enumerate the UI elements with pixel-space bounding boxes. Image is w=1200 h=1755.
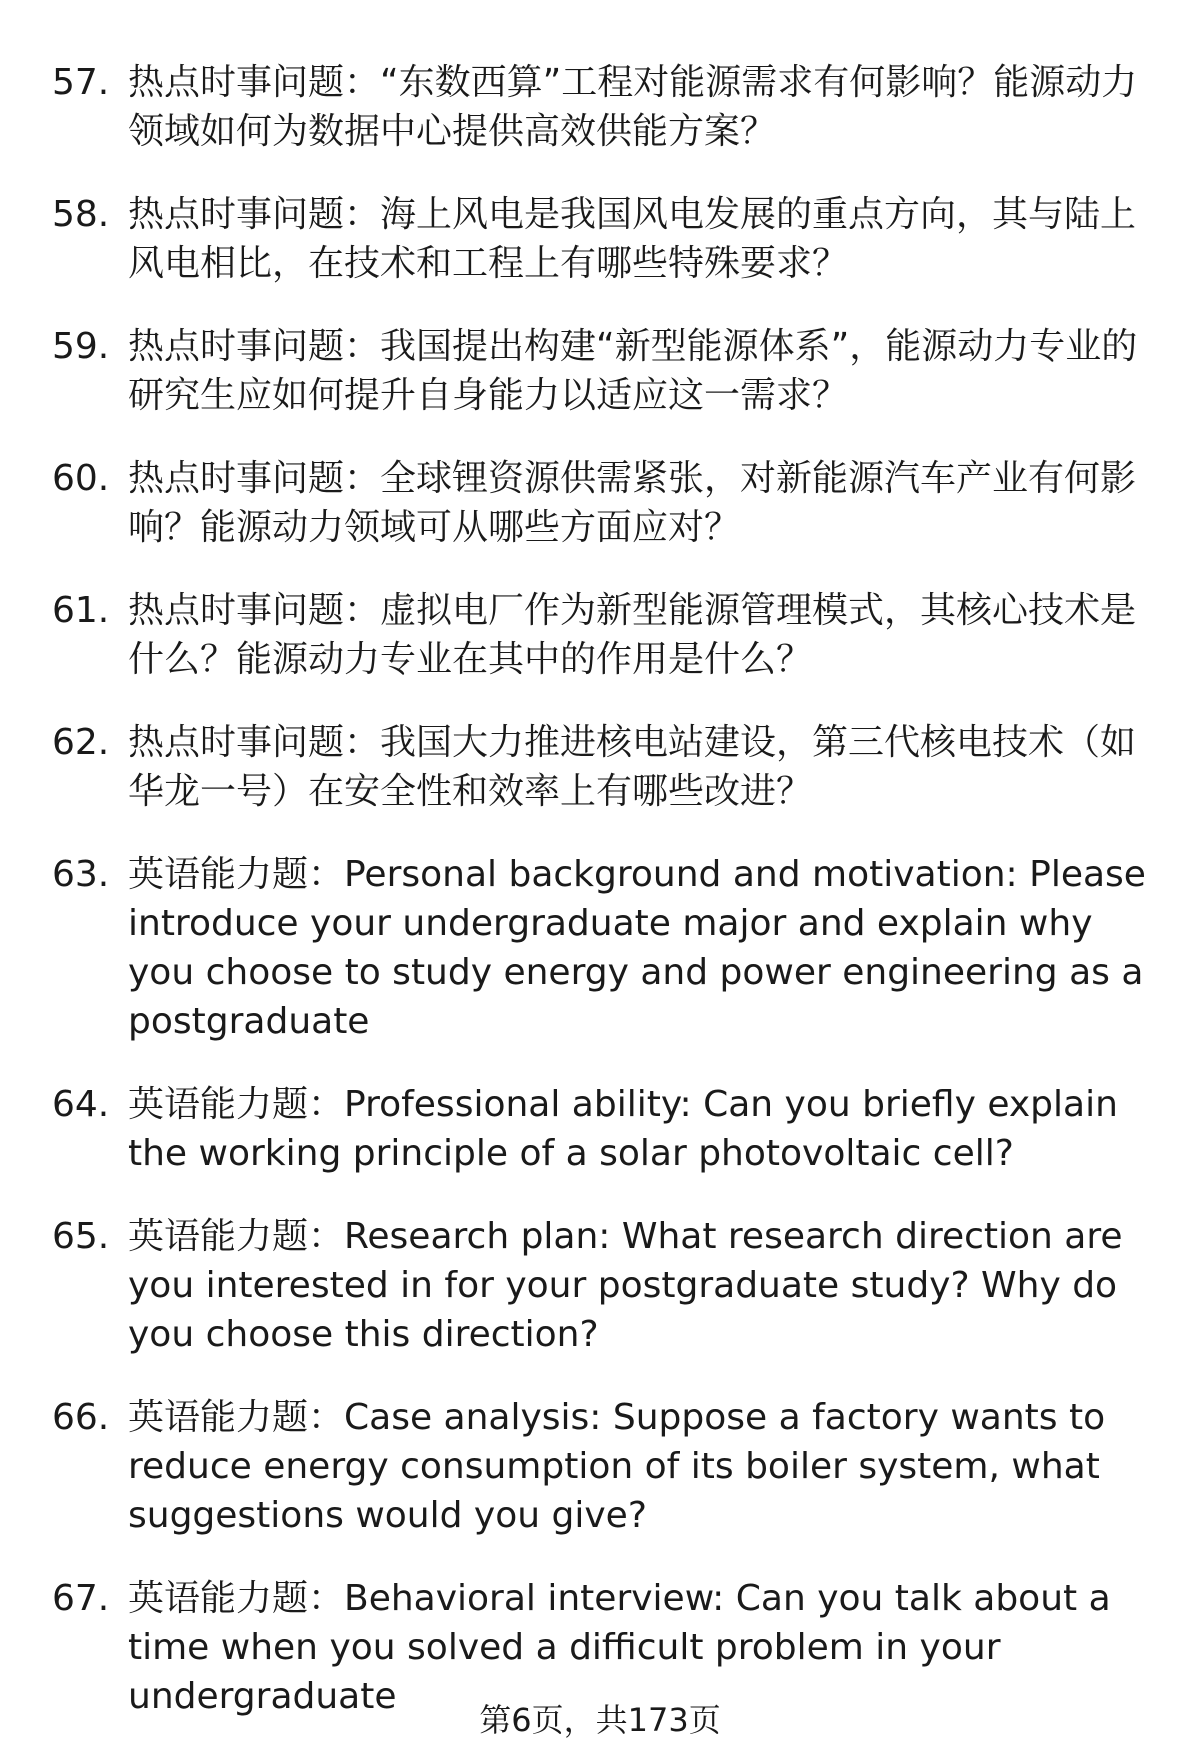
question-number: 66. — [52, 1397, 110, 1438]
question-item-65 — [52, 1212, 1152, 1359]
question-text: 英语能力题：Professional ability: Can you briefly explain the working principle of a solar photovoltaic cell? — [128, 1084, 1118, 1174]
question-item-60 — [52, 454, 1152, 552]
question-item-66 — [52, 1393, 1152, 1540]
question-number: 60. — [52, 458, 110, 499]
question-text: 英语能力题：Research plan: What research direction are you interested in for your postgraduate study? Why do you choose this direction? — [128, 1216, 1123, 1355]
question-number: 57. — [52, 62, 110, 103]
question-text: 热点时事问题：我国提出构建“新型能源体系”，能源动力专业的研究生应如何提升自身能力以适应这一需求？ — [128, 326, 1138, 416]
question-text: 热点时事问题：我国大力推进核电站建设，第三代核电技术（如华龙一号）在安全性和效率上有哪些改进？ — [128, 722, 1137, 812]
question-text: 热点时事问题：虚拟电厂作为新型能源管理模式，其核心技术是什么？能源动力专业在其中的作用是什么？ — [128, 590, 1137, 680]
page-number-footer: 第6页，共173页 — [479, 1701, 721, 1739]
question-text: 热点时事问题：“东数西算”工程对能源需求有何影响？能源动力领域如何为数据中心提供高效供能方案？ — [128, 62, 1138, 152]
question-text: 热点时事问题：全球锂资源供需紧张，对新能源汽车产业有何影响？能源动力领域可从哪些方面应对？ — [128, 458, 1137, 548]
question-text: 热点时事问题：海上风电是我国风电发展的重点方向，其与陆上风电相比，在技术和工程上有哪些特殊要求？ — [128, 194, 1137, 284]
question-number: 63. — [52, 854, 110, 895]
question-item-61 — [52, 586, 1152, 684]
question-text: 英语能力题：Personal background and motivation: Please introduce your undergraduate major and explain why you choose to study energy and power engineering as a postgraduate — [128, 854, 1146, 1042]
question-number: 65. — [52, 1216, 110, 1257]
question-text: 英语能力题：Behavioral interview: Can you talk about a time when you solved a difficult problem in your undergraduate — [128, 1578, 1111, 1717]
question-item-64 — [52, 1080, 1152, 1178]
question-item-63 — [52, 850, 1152, 1046]
question-item-58 — [52, 190, 1152, 288]
question-number: 64. — [52, 1084, 110, 1125]
question-number: 59. — [52, 326, 110, 367]
question-text: 英语能力题：Case analysis: Suppose a factory wants to reduce energy consumption of its boiler system, what suggestions would you give? — [128, 1397, 1106, 1536]
question-list — [52, 58, 1152, 1755]
question-number: 62. — [52, 722, 110, 763]
question-item-59 — [52, 322, 1152, 420]
question-number: 58. — [52, 194, 110, 235]
question-item-57 — [52, 58, 1152, 156]
question-number: 61. — [52, 590, 110, 631]
question-number: 67. — [52, 1578, 110, 1619]
question-item-62 — [52, 718, 1152, 816]
